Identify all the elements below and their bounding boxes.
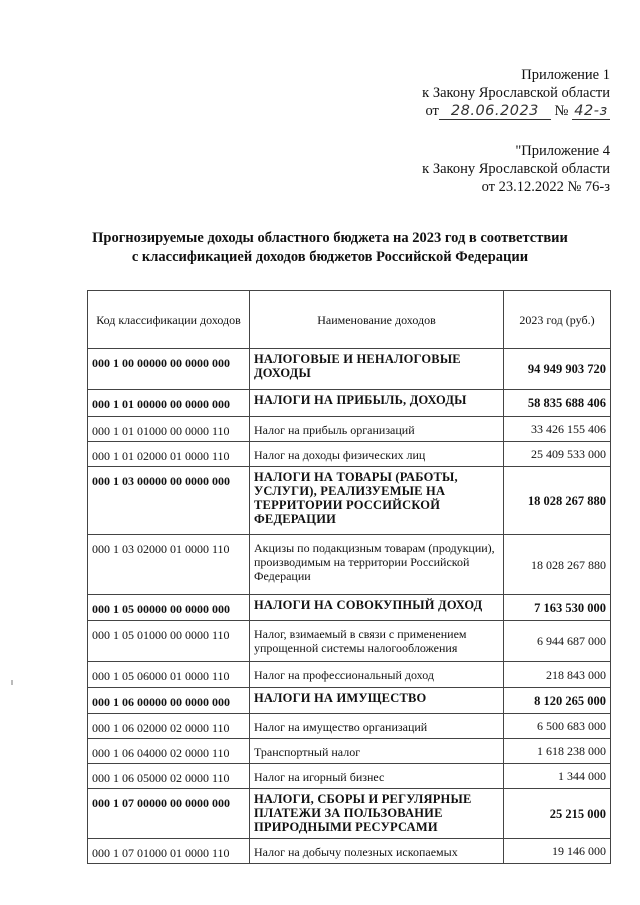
cell-name: Транспортный налог bbox=[250, 739, 504, 764]
appendix-1-law: к Закону Ярославской области bbox=[422, 85, 610, 101]
cell-code: 000 1 01 01000 00 0000 110 bbox=[88, 417, 250, 442]
cell-amount: 58 835 688 406 bbox=[504, 390, 611, 417]
cell-amount: 1 344 000 bbox=[504, 764, 611, 789]
table-row bbox=[88, 535, 611, 595]
appendix-1-title: Приложение 1 bbox=[521, 67, 610, 83]
table-row bbox=[88, 739, 611, 764]
header-amount: 2023 год (руб.) bbox=[504, 291, 611, 349]
cell-code: 000 1 06 02000 02 0000 110 bbox=[88, 714, 250, 739]
cell-code: 000 1 06 05000 02 0000 110 bbox=[88, 764, 250, 789]
table-row bbox=[88, 442, 611, 467]
appendix-4-title: "Приложение 4 bbox=[515, 143, 610, 159]
cell-name: НАЛОГИ НА ПРИБЫЛЬ, ДОХОДЫ bbox=[250, 390, 504, 417]
cell-code: 000 1 06 00000 00 0000 000 bbox=[88, 688, 250, 714]
table-row bbox=[88, 714, 611, 739]
table-row bbox=[88, 839, 611, 864]
header-code: Код классификации доходов bbox=[88, 291, 250, 349]
cell-amount: 25 409 533 000 bbox=[504, 442, 611, 467]
cell-amount: 19 146 000 bbox=[504, 839, 611, 864]
handwritten-date: 28.06.2023 bbox=[439, 104, 551, 120]
table-row bbox=[88, 595, 611, 621]
table-row bbox=[88, 764, 611, 789]
cell-amount: 94 949 903 720 bbox=[504, 349, 611, 390]
appendix-4-header bbox=[422, 142, 610, 196]
appendix-1-header bbox=[422, 66, 610, 120]
title-line-1: Прогнозируемые доходы областного бюджета на 2023 год в соответствии bbox=[92, 230, 568, 246]
cell-amount: 6 500 683 000 bbox=[504, 714, 611, 739]
number-sign: № bbox=[554, 103, 569, 119]
cell-code: 000 1 00 00000 00 0000 000 bbox=[88, 349, 250, 390]
header-name: Наименование доходов bbox=[250, 291, 504, 349]
table-row bbox=[88, 688, 611, 714]
cell-name: Акцизы по подакцизным товарам (продукции), производимым на территории Российской Федерации bbox=[250, 535, 504, 595]
cell-name: Налог на игорный бизнес bbox=[250, 764, 504, 789]
cell-name: Налог на добычу полезных ископаемых bbox=[250, 839, 504, 864]
cell-amount: 18 028 267 880 bbox=[504, 535, 611, 595]
cell-amount: 7 163 530 000 bbox=[504, 595, 611, 621]
cell-code: 000 1 07 01000 01 0000 110 bbox=[88, 839, 250, 864]
cell-name: Налог на прибыль организаций bbox=[250, 417, 504, 442]
cell-code: 000 1 03 02000 01 0000 110 bbox=[88, 535, 250, 595]
table-row bbox=[88, 662, 611, 688]
appendix-4-date: от 23.12.2022 № 76-з bbox=[481, 179, 610, 195]
cell-code: 000 1 05 01000 00 0000 110 bbox=[88, 621, 250, 662]
cell-code: 000 1 05 00000 00 0000 000 bbox=[88, 595, 250, 621]
margin-mark bbox=[11, 680, 13, 685]
table-row bbox=[88, 349, 611, 390]
cell-amount: 8 120 265 000 bbox=[504, 688, 611, 714]
cell-name: Налог на доходы физических лиц bbox=[250, 442, 504, 467]
cell-amount: 1 618 238 000 bbox=[504, 739, 611, 764]
cell-name: НАЛОГИ НА СОВОКУПНЫЙ ДОХОД bbox=[250, 595, 504, 621]
cell-code: 000 1 01 00000 00 0000 000 bbox=[88, 390, 250, 417]
cell-name: НАЛОГИ, СБОРЫ И РЕГУЛЯРНЫЕ ПЛАТЕЖИ ЗА ПОЛЬЗОВАНИЕ ПРИРОДНЫМИ РЕСУРСАМИ bbox=[250, 789, 504, 839]
cell-amount: 18 028 267 880 bbox=[504, 467, 611, 535]
cell-code: 000 1 01 02000 01 0000 110 bbox=[88, 442, 250, 467]
cell-name: НАЛОГИ НА ТОВАРЫ (РАБОТЫ, УСЛУГИ), РЕАЛИЗУЕМЫЕ НА ТЕРРИТОРИИ РОССИЙСКОЙ ФЕДЕРАЦИИ bbox=[250, 467, 504, 535]
appendix-4-law: к Закону Ярославской области bbox=[422, 161, 610, 177]
handwritten-number: 42-з bbox=[572, 104, 610, 120]
cell-name: НАЛОГОВЫЕ И НЕНАЛОГОВЫЕ ДОХОДЫ bbox=[250, 349, 504, 390]
cell-amount: 6 944 687 000 bbox=[504, 621, 611, 662]
table-row bbox=[88, 467, 611, 535]
cell-code: 000 1 05 06000 01 0000 110 bbox=[88, 662, 250, 688]
date-prefix: от bbox=[425, 103, 439, 119]
cell-name: Налог на имущество организаций bbox=[250, 714, 504, 739]
cell-code: 000 1 03 00000 00 0000 000 bbox=[88, 467, 250, 535]
document-title bbox=[60, 229, 600, 267]
table-row bbox=[88, 621, 611, 662]
cell-amount: 33 426 155 406 bbox=[504, 417, 611, 442]
table-header-row bbox=[88, 291, 611, 349]
cell-amount: 25 215 000 bbox=[504, 789, 611, 839]
cell-code: 000 1 06 04000 02 0000 110 bbox=[88, 739, 250, 764]
table-row bbox=[88, 789, 611, 839]
cell-amount: 218 843 000 bbox=[504, 662, 611, 688]
appendix-1-date-line bbox=[422, 102, 610, 120]
cell-name: Налог, взимаемый в связи с применением упрощенной системы налогообложения bbox=[250, 621, 504, 662]
cell-name: НАЛОГИ НА ИМУЩЕСТВО bbox=[250, 688, 504, 714]
cell-name: Налог на профессиональный доход bbox=[250, 662, 504, 688]
table-row bbox=[88, 417, 611, 442]
revenue-table bbox=[87, 290, 611, 864]
table-row bbox=[88, 390, 611, 417]
title-line-2: с классификацией доходов бюджетов Российской Федерации bbox=[131, 249, 529, 265]
cell-code: 000 1 07 00000 00 0000 000 bbox=[88, 789, 250, 839]
